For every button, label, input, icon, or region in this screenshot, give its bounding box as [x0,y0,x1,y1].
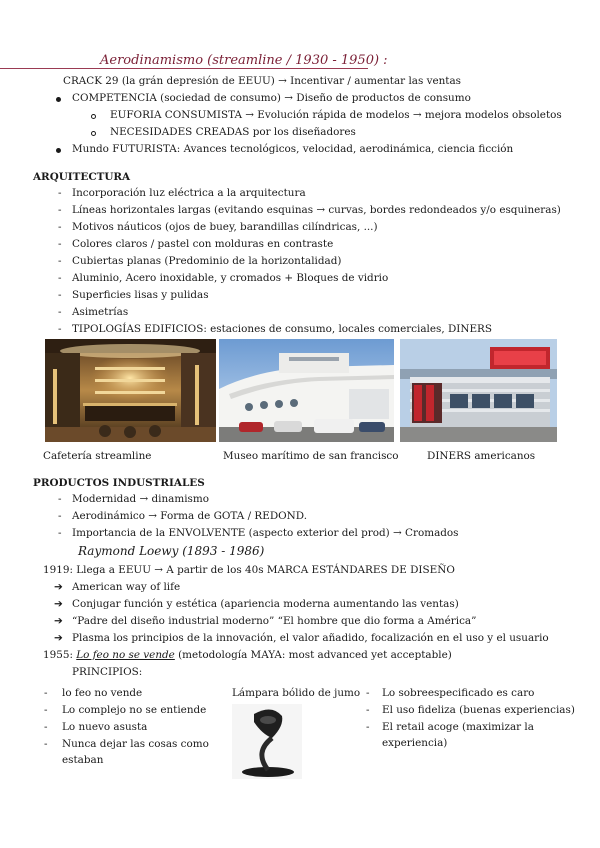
arrow-item: American way of life [72,581,181,593]
competencia-line: COMPETENCIA (sociedad de consumo) → Diseño de productos de consumo [72,92,471,104]
arrow-icon: ➔ [54,632,63,644]
principio-right: El retail acoge (maximizar la experiencia) [382,721,534,749]
productos-heading: PRODUCTOS INDUSTRIALES [33,477,205,489]
list-item: Cubiertas planas (Predominio de la horizontalidad) [72,255,342,267]
principio-right: El uso fideliza (buenas experiencias) [382,704,575,716]
loewy-name: Raymond Loewy (1893 - 1986) [78,544,265,558]
line-1955: 1955: Lo feo no se vende (metodología MAYA: most advanced yet acceptable) [43,649,452,661]
principio-right: Lo sobreespecificado es caro [382,687,535,699]
principio-left: Lo nuevo asusta [62,721,148,733]
arrow-icon: ➔ [54,581,63,593]
arrow-icon: ➔ [54,598,63,610]
list-item: Colores claros / pastel con molduras en contraste [72,238,334,250]
lo-feo-no-se-vende: Lo feo no se vende [76,649,175,661]
page-title: Aerodinamismo (streamline / 1930 - 1950) : [100,53,388,68]
list-item: TIPOLOGÍAS EDIFICIOS: estaciones de consumo, locales comerciales, DINERS [72,323,493,335]
arrow-icon: ➔ [54,615,63,627]
list-item: Asimetrías [72,306,129,318]
lampara-photo [232,704,302,779]
list-item: Líneas horizontales largas (evitando esquinas → curvas, bordes redondeados y/o esquineras) [72,204,561,216]
list-item: Superficies lisas y pulidas [72,289,209,301]
caption-museo: Museo marítimo de san francisco [223,450,399,462]
cafe-streamline-photo [45,339,216,442]
line-1919: 1919: Llega a EEUU → A partir de los 40s MARCA ESTÁNDARES DE DISEÑO [43,564,455,576]
diners-photo [400,339,557,442]
caption-diners: DINERS americanos [427,450,536,462]
list-item: Aerodinámico → Forma de GOTA / REDOND. [72,510,308,522]
mundo-line: Mundo FUTURISTA: Avances tecnológicos, velocidad, aerodinámica, ciencia ficción [72,143,514,155]
principios-heading: PRINCIPIOS: [72,666,143,678]
necesidades-line: NECESIDADES CREADAS por los diseñadores [110,126,356,138]
list-item: Importancia de la ENVOLVENTE (aspecto exterior del prod) → Cromados [72,527,459,539]
arrow-item: “Padre del diseño industrial moderno” “El hombre que dio forma a América” [72,615,477,627]
circle-bullet-icon [91,131,96,136]
euforia-line: EUFORIA CONSUMISTA → Evolución rápida de modelos → mejora modelos obsoletos [110,109,562,121]
principio-left: Nunca dejar las cosas como estaban [62,738,209,766]
list-item: Aluminio, Acero inoxidable, y cromados + Bloques de vidrio [72,272,389,284]
arquitectura-heading: ARQUITECTURA [33,171,131,183]
bullet-icon [56,97,61,102]
arrow-item: Plasma los principios de la innovación, el valor añadido, focalización en el uso y el usuario [72,632,549,644]
caption-cafe: Cafetería streamline [43,450,152,462]
arrow-item: Conjugar función y estética (apariencia moderna aumentando las ventas) [72,598,459,610]
lampara-caption: Lámpara bólido de jumo [232,687,361,699]
circle-bullet-icon [91,114,96,119]
bullet-icon [56,148,61,153]
title-underline [0,68,368,69]
principio-left: lo feo no vende [62,687,143,699]
list-item: Motivos náuticos (ojos de buey, barandillas cilíndricas, ...) [72,221,378,233]
crack-line: CRACK 29 (la grán depresión de EEUU) → Incentivar / aumentar las ventas [63,75,462,87]
principio-left: Lo complejo no se entiende [62,704,207,716]
museo-maritimo-photo [219,339,394,442]
list-item: Incorporación luz eléctrica a la arquitectura [72,187,306,199]
list-item: Modernidad → dinamismo [72,493,209,505]
